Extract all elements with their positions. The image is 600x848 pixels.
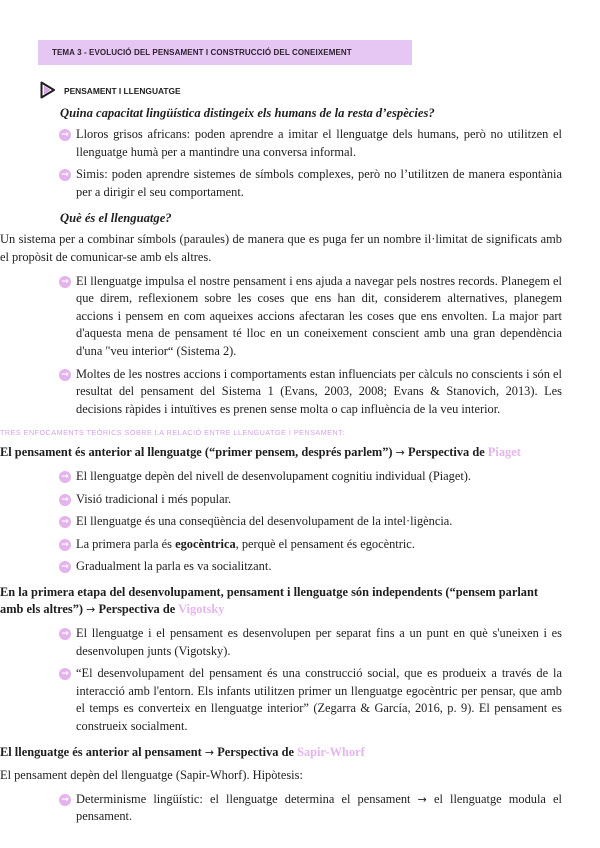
question-language: Què és el llenguatge? (60, 211, 172, 226)
triangle-arrow-icon (40, 81, 56, 99)
circle-arrow-icon: → (59, 628, 71, 640)
hypothesis-intro: El pensament depèn del llenguatge (Sapir-Whorf). Hipòtesis: (0, 768, 303, 783)
definition-paragraph: Un sistema per a combinar símbols (paraules) de manera que es puga fer un nombre il·limitat de significats amb el propòsit de comunicar-se amb els altres. (0, 232, 562, 264)
list-item: → Visió tradicional i més popular. (60, 491, 562, 509)
list-item: → El llenguatge depèn del nivell de desenvolupament cognitiu individual (Piaget). (60, 468, 562, 486)
author-vigotsky: Vigotsky (178, 602, 225, 617)
header-title: TEMA 3 - EVOLUCIÓ DEL PENSAMENT I CONSTRUCCIÓ DEL CONEIXEMENT (52, 48, 352, 57)
list-item: → Simis: poden aprendre sistemes de símbols complexes, però no l’utilitzen de manera espontània per a dirigir el seu comportament. (60, 166, 562, 201)
circle-arrow-icon: → (59, 369, 71, 381)
list-item: → La primera parla és egocèntrica, perquè el pensament és egocèntric. (60, 536, 562, 554)
circle-arrow-icon: → (59, 561, 71, 573)
list-item: → “El desenvolupament del pensament és una construcció social, que es produeix a través de la interacció amb l'entorn. Els infants utilitzen primer un llenguatge egocèntric per pensar, que amb el temps es converteix en llenguatge interior” (Zegarra & García, 2016, p. 9). El pensament es construeix socialment. (60, 665, 562, 735)
main-content (0, 104, 562, 831)
author-piaget: Piaget (487, 445, 521, 460)
list-item: → El llenguatge impulsa el nostre pensament i ens ajuda a navegar pels nostres records. Planegem el que direm, reflexionem sobre les coses que ens han dit, considerem alternatives, planegem accions i pensem en com aqueixes accions afectaran les coses que ens envolten. La major part d'aquesta mena de pensament té lloc en un coneixement conscient amb una gran dependència d'una "veu interior“ (Sistema 2). (60, 273, 562, 361)
page-header (38, 40, 412, 65)
arrow-icon: → (86, 603, 96, 617)
list-item: → El llenguatge és una conseqüència del desenvolupament de la intel·ligència. (60, 513, 562, 531)
approaches-caption: TRES ENFOCAMENTS TEÒRICS SOBRE LA RELACIÓ ENTRE LLENGUATGE I PENSAMENT: (0, 428, 345, 438)
list-item: → Gradualment la parla es va socialitzant. (60, 558, 562, 576)
arrow-icon: → (204, 745, 215, 759)
section-title: PENSAMENT I LLENGUATGE (64, 86, 181, 96)
circle-arrow-icon: → (59, 471, 71, 483)
list-item: → El llenguatge i el pensament es desenvolupen per separat fins a un punt en què s'uneixen i es desenvolupen junts (Vigotsky). (60, 625, 562, 660)
arrow-icon: → (417, 792, 427, 806)
list-item: → Lloros grisos africans: poden aprendre a imitar el llenguatge dels humans, però no utilitzen el llenguatge humà per a mantindre una conversa informal. (60, 126, 562, 161)
approach-heading-sapir-whorf: El llenguatge és anterior al pensament → Perspectiva de Sapir-Whorf (0, 744, 365, 759)
approach-heading-piaget: El pensament és anterior al llenguatge (“primer pensem, després parlem”) → Perspectiva de Piaget (0, 445, 521, 460)
circle-arrow-icon: → (59, 129, 71, 141)
arrow-icon: → (395, 446, 405, 460)
circle-arrow-icon: → (59, 276, 71, 288)
list-item: → Determinisme lingüístic: el llenguatge determina el pensament → el llenguatge modula el pensament. (60, 791, 562, 826)
question-species: Quina capacitat lingüística distingeix els humans de la resta d’espècies? (60, 106, 435, 120)
approach-heading-vigotsky: En la primera etapa del desenvolupament, pensament i llenguatge són independents (“pensem parlant amb els altres”) → Perspectiva de Vigotsky (0, 584, 538, 617)
circle-arrow-icon: → (59, 494, 71, 506)
author-sapir-whorf: Sapir-Whorf (297, 744, 365, 759)
circle-arrow-icon: → (59, 668, 71, 680)
egocentric-term: egocèntrica (175, 536, 236, 551)
list-item: → Moltes de les nostres accions i comportaments estan influenciats per càlculs no conscients i són el resultat del pensament del Sistema 1 (Evans, 2003, 2008; Evans & Stanovich, 2013). Les decisions ràpides i intuïtives es prenen sense molta o cap influència de la veu interior. (60, 366, 562, 419)
circle-arrow-icon: → (59, 539, 71, 551)
circle-arrow-icon: → (59, 169, 71, 181)
circle-arrow-icon: → (59, 794, 71, 806)
circle-arrow-icon: → (59, 516, 71, 528)
